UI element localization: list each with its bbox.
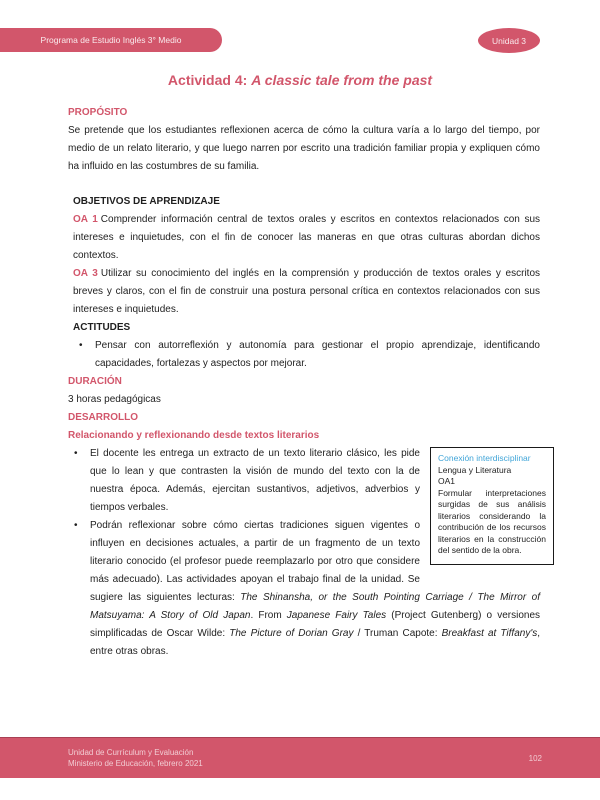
actitudes-item-text: Pensar con autorreflexión y autonomía para gestionar el propio aprendizaje, identificando capacidades, fortalezas y aspectos por mejorar. — [95, 340, 540, 369]
activity-title-prefix: Actividad 4: — [167, 72, 248, 88]
activity-title — [0, 72, 600, 88]
footer-line-2: Ministerio de Educación, febrero 2021 — [68, 759, 203, 768]
objetivos-actitudes-group — [73, 193, 540, 373]
actitudes-item — [73, 337, 540, 373]
unit-badge: Unidad 3 — [478, 28, 540, 53]
proposito-text: Se pretende que los estudiantes reflexionen acerca de cómo la cultura varía a lo largo del tiempo, por medio de un relato literario, y que luego narren por escrito una tradición familiar propia y expliquen cómo ha influido en las costumbres de su familia. — [68, 125, 540, 172]
desarrollo-bullet-2-text: Podrán reflexionar sobre cómo ciertas tradiciones siguen vigentes o influyen en decisiones actuales, a partir de un fragmento de un texto literario conocido (el profesor puede reemplazarlo por otro que considere más adecuado). Las actividades apoyan el trabajo final de la unidad. Se sugiere las siguientes lecturas: The Shinansha, or the South Pointing Carriage / The Mirror of Matsuyama: A Story of Old Japan. From Japanese Fairy Tales (Project Gutenberg) o versiones simplificadas de Oscar Wilde: The Picture of Dorian Gray / Truman Capote: Breakfast at Tiffany's, entre otras obras. — [90, 520, 541, 657]
interdisciplinary-box-oa: OA1 — [438, 476, 456, 486]
footer-line-1: Unidad de Currículum y Evaluación — [68, 748, 194, 757]
oa1-text: Comprender información central de textos orales y escritos en contextos relacionados con sus intereses e inquietudes, con el fin de conocer las maneras en que otras culturas abordan dichos contextos. — [73, 214, 541, 261]
objetivo-oa3 — [73, 265, 540, 319]
desarrollo-bullets — [68, 445, 546, 661]
page-footer — [0, 737, 600, 778]
oa1-label: OA 1 — [73, 214, 98, 225]
main-content — [68, 104, 546, 661]
desarrollo-subheading: Relacionando y reflexionando desde textos literarios — [68, 430, 320, 441]
footer-institution — [68, 747, 203, 769]
desarrollo-bullet-1 — [68, 445, 540, 517]
interdisciplinary-box-title: Conexión interdisciplinar — [438, 453, 531, 463]
oa3-text: Utilizar su conocimiento del inglés en la comprensión y producción de textos orales y escritos breves y claros, con el fin de construir una postura personal crítica en contextos relacionados con sus intereses e inquietudes. — [73, 268, 540, 315]
page-number: 102 — [528, 753, 542, 763]
proposito-heading: PROPÓSITO — [68, 107, 128, 118]
activity-title-name: A classic tale from the past — [251, 72, 433, 88]
desarrollo-bullet-1-text: El docente les entrega un extracto de un texto literario clásico, les pide que lo lean y que contrasten la visión de mundo del texto con la de nuestra época. Además, ejercitan sustantivos, adjetivos, adverbios y tiempos verbales. — [90, 448, 420, 513]
interdisciplinary-box-text: Formular interpretaciones surgidas de sus análisis literarios considerando la contribución de los recursos literarios en la construcción del sentido de la obra. — [438, 487, 546, 555]
oa3-label: OA 3 — [73, 268, 98, 279]
objetivos-heading: OBJETIVOS DE APRENDIZAJE — [73, 196, 220, 207]
desarrollo-heading: DESARROLLO — [68, 412, 138, 423]
duracion-text: 3 horas pedagógicas — [68, 394, 161, 405]
objetivo-oa1 — [73, 211, 540, 265]
desarrollo-bullet-2 — [68, 517, 540, 661]
program-badge: Programa de Estudio Inglés 3° Medio — [0, 28, 222, 52]
actitudes-heading: ACTITUDES — [73, 322, 131, 333]
interdisciplinary-box-subject: Lengua y Literatura — [438, 464, 512, 475]
duracion-heading: DURACIÓN — [68, 376, 122, 387]
